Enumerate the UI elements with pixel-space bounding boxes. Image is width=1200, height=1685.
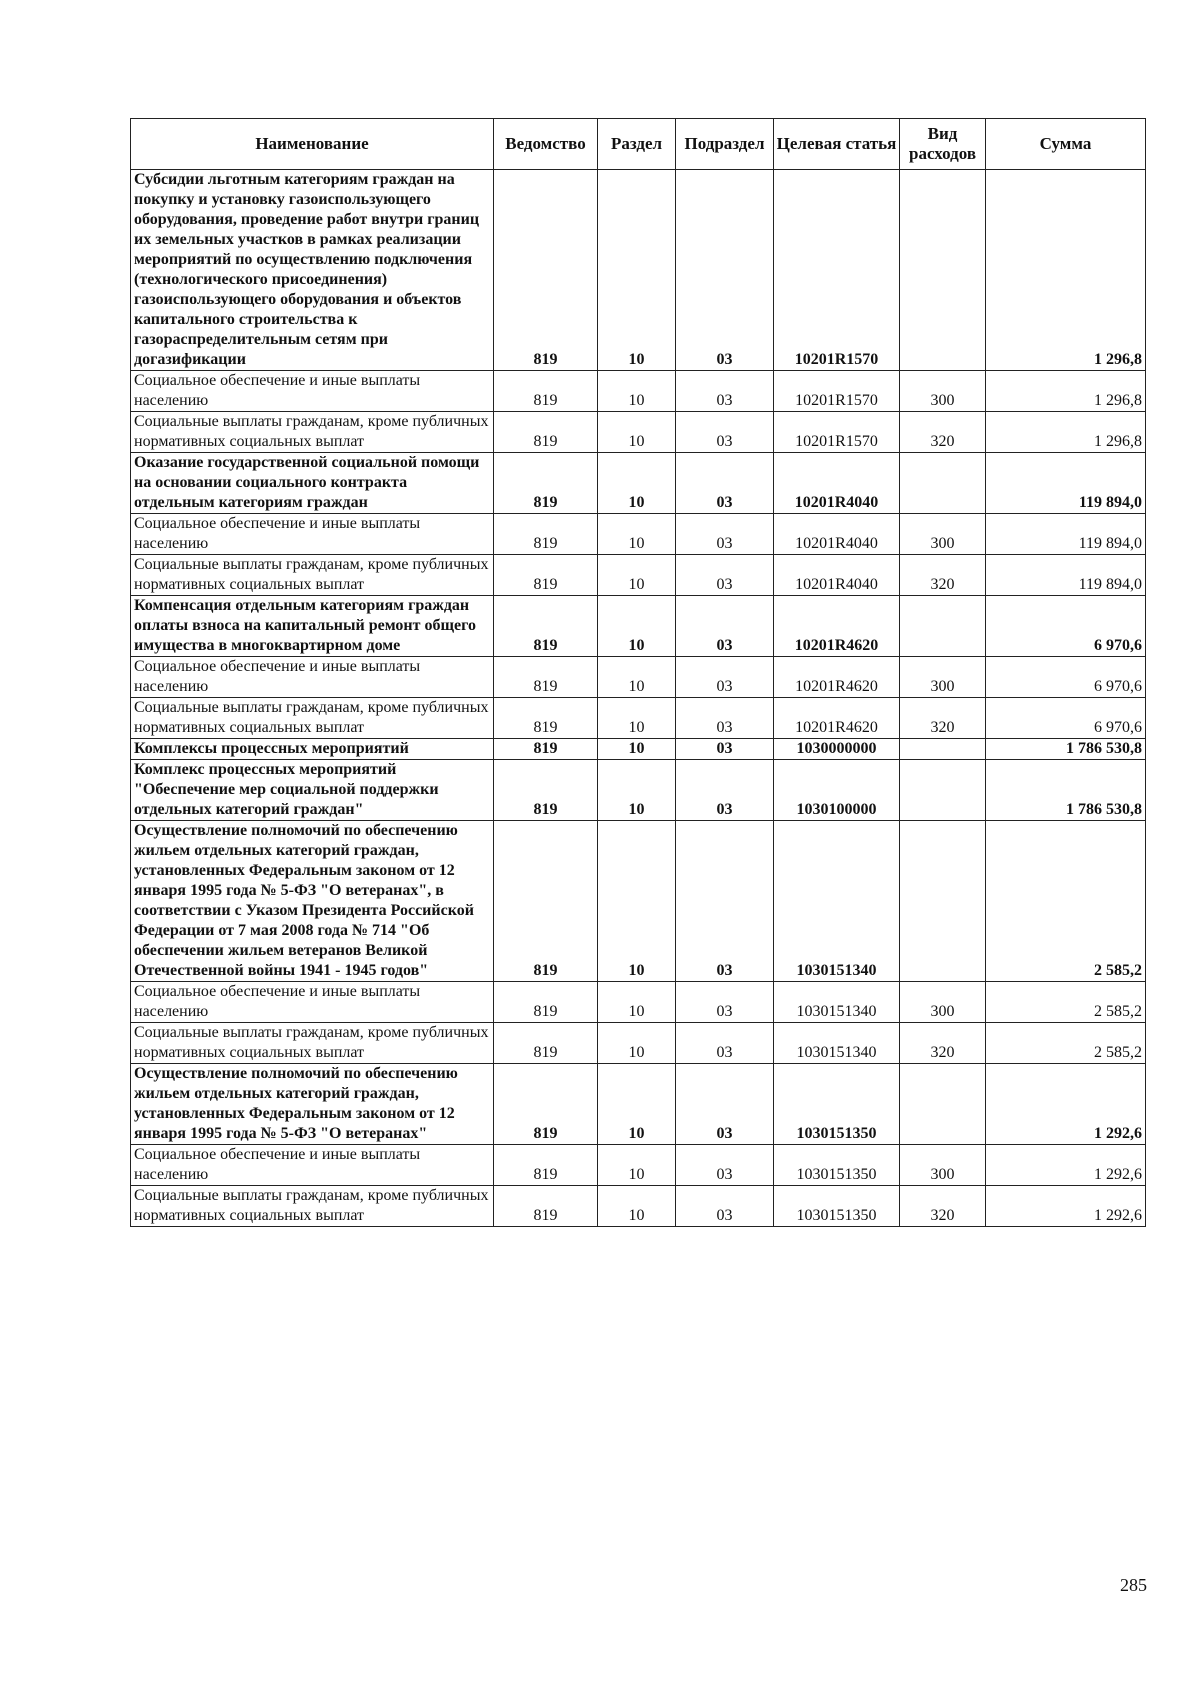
row-subsection: 03	[676, 657, 774, 698]
row-name: Оказание государственной социальной помощи на основании социального контракта отдельным категориям граждан	[131, 453, 494, 514]
row-department: 819	[494, 821, 598, 982]
row-expense-type: 300	[900, 514, 986, 555]
row-section: 10	[598, 1145, 676, 1186]
header-expense-type: Вид расходов	[900, 119, 986, 170]
row-target-article: 1030151340	[774, 1023, 900, 1064]
row-amount: 1 786 530,8	[986, 739, 1146, 760]
row-department: 819	[494, 739, 598, 760]
row-subsection: 03	[676, 453, 774, 514]
row-amount: 2 585,2	[986, 982, 1146, 1023]
row-subsection: 03	[676, 1145, 774, 1186]
header-subsection: Подраздел	[676, 119, 774, 170]
row-name: Социальное обеспечение и иные выплаты населению	[131, 371, 494, 412]
row-name: Осуществление полномочий по обеспечению жильем отдельных категорий граждан, установленных Федеральным законом от 12 января 1995 года № 5-ФЗ "О ветеранах", в соответствии с Указом Президента Российской Федерации от 7 мая 2008 года № 714 "Об обеспечении жильем ветеранов Великой Отечественной войны 1941 - 1945 годов"	[131, 821, 494, 982]
table-row	[131, 514, 1146, 555]
row-department: 819	[494, 453, 598, 514]
row-name: Социальные выплаты гражданам, кроме публичных нормативных социальных выплат	[131, 412, 494, 453]
row-name: Комплексы процессных мероприятий	[131, 739, 494, 760]
row-department: 819	[494, 1023, 598, 1064]
row-expense-type	[900, 453, 986, 514]
row-subsection: 03	[676, 739, 774, 760]
row-target-article: 1030151340	[774, 982, 900, 1023]
table-row	[131, 453, 1146, 514]
row-amount: 1 292,6	[986, 1064, 1146, 1145]
row-department: 819	[494, 760, 598, 821]
row-section: 10	[598, 982, 676, 1023]
row-name: Социальное обеспечение и иные выплаты населению	[131, 657, 494, 698]
row-section: 10	[598, 1023, 676, 1064]
row-expense-type	[900, 739, 986, 760]
row-expense-type	[900, 170, 986, 371]
row-department: 819	[494, 698, 598, 739]
row-name: Социальные выплаты гражданам, кроме публичных нормативных социальных выплат	[131, 1186, 494, 1227]
row-name: Социальное обеспечение и иные выплаты населению	[131, 514, 494, 555]
row-department: 819	[494, 514, 598, 555]
row-section: 10	[598, 371, 676, 412]
header-target-article: Целевая статья	[774, 119, 900, 170]
row-expense-type: 300	[900, 1145, 986, 1186]
row-target-article: 10201R4620	[774, 596, 900, 657]
header-department: Ведомство	[494, 119, 598, 170]
row-amount: 119 894,0	[986, 453, 1146, 514]
row-section: 10	[598, 412, 676, 453]
row-section: 10	[598, 760, 676, 821]
table-row	[131, 412, 1146, 453]
row-department: 819	[494, 1064, 598, 1145]
row-name: Социальные выплаты гражданам, кроме публичных нормативных социальных выплат	[131, 698, 494, 739]
row-amount: 119 894,0	[986, 555, 1146, 596]
header-amount: Сумма	[986, 119, 1146, 170]
table-row	[131, 1145, 1146, 1186]
row-amount: 2 585,2	[986, 821, 1146, 982]
row-subsection: 03	[676, 982, 774, 1023]
row-subsection: 03	[676, 371, 774, 412]
row-section: 10	[598, 1186, 676, 1227]
row-department: 819	[494, 1186, 598, 1227]
row-target-article: 10201R4040	[774, 453, 900, 514]
row-department: 819	[494, 555, 598, 596]
row-expense-type: 320	[900, 698, 986, 739]
row-amount: 1 786 530,8	[986, 760, 1146, 821]
table-row	[131, 596, 1146, 657]
row-amount: 1 292,6	[986, 1145, 1146, 1186]
table-header	[131, 119, 1146, 170]
row-amount: 6 970,6	[986, 596, 1146, 657]
row-name: Социальные выплаты гражданам, кроме публичных нормативных социальных выплат	[131, 555, 494, 596]
budget-table	[130, 118, 1146, 1227]
row-target-article: 10201R1570	[774, 412, 900, 453]
table-row	[131, 760, 1146, 821]
page-number: 285	[1120, 1575, 1147, 1595]
row-expense-type: 320	[900, 1023, 986, 1064]
row-amount: 2 585,2	[986, 1023, 1146, 1064]
row-subsection: 03	[676, 1186, 774, 1227]
row-name: Компенсация отдельным категориям граждан оплаты взноса на капитальный ремонт общего имущества в многоквартирном доме	[131, 596, 494, 657]
row-expense-type	[900, 760, 986, 821]
row-target-article: 1030100000	[774, 760, 900, 821]
row-expense-type: 300	[900, 982, 986, 1023]
table-body	[131, 170, 1146, 1227]
row-amount: 6 970,6	[986, 698, 1146, 739]
row-name: Субсидии льготным категориям граждан на покупку и установку газоиспользующего оборудования, проведение работ внутри границ их земельных участков в рамках реализации мероприятий по осуществлению подключения (технологического присоединения) газоиспользующего оборудования и объектов капитального строительства к газораспределительным сетям при догазификации	[131, 170, 494, 371]
row-department: 819	[494, 657, 598, 698]
row-amount: 1 296,8	[986, 170, 1146, 371]
row-section: 10	[598, 1064, 676, 1145]
table-row	[131, 698, 1146, 739]
row-target-article: 10201R1570	[774, 170, 900, 371]
row-target-article: 1030000000	[774, 739, 900, 760]
row-section: 10	[598, 596, 676, 657]
row-subsection: 03	[676, 170, 774, 371]
row-name: Социальные выплаты гражданам, кроме публичных нормативных социальных выплат	[131, 1023, 494, 1064]
table-row	[131, 982, 1146, 1023]
row-target-article: 1030151340	[774, 821, 900, 982]
row-amount: 1 292,6	[986, 1186, 1146, 1227]
row-target-article: 10201R1570	[774, 371, 900, 412]
row-name: Комплекс процессных мероприятий "Обеспечение мер социальной поддержки отдельных категорий граждан"	[131, 760, 494, 821]
table-row	[131, 1186, 1146, 1227]
table-row	[131, 821, 1146, 982]
row-section: 10	[598, 514, 676, 555]
row-subsection: 03	[676, 760, 774, 821]
row-subsection: 03	[676, 596, 774, 657]
table-row	[131, 555, 1146, 596]
row-target-article: 10201R4040	[774, 514, 900, 555]
row-amount: 1 296,8	[986, 371, 1146, 412]
row-expense-type	[900, 596, 986, 657]
row-target-article: 1030151350	[774, 1064, 900, 1145]
row-section: 10	[598, 698, 676, 739]
row-target-article: 10201R4620	[774, 698, 900, 739]
row-amount: 1 296,8	[986, 412, 1146, 453]
row-name: Социальное обеспечение и иные выплаты населению	[131, 1145, 494, 1186]
row-section: 10	[598, 555, 676, 596]
row-department: 819	[494, 596, 598, 657]
table-row	[131, 657, 1146, 698]
row-subsection: 03	[676, 555, 774, 596]
table-row	[131, 170, 1146, 371]
row-department: 819	[494, 170, 598, 371]
row-expense-type: 300	[900, 657, 986, 698]
row-expense-type	[900, 821, 986, 982]
row-subsection: 03	[676, 1064, 774, 1145]
row-expense-type: 300	[900, 371, 986, 412]
row-section: 10	[598, 453, 676, 514]
header-section: Раздел	[598, 119, 676, 170]
row-target-article: 10201R4620	[774, 657, 900, 698]
row-expense-type: 320	[900, 412, 986, 453]
row-target-article: 1030151350	[774, 1145, 900, 1186]
row-amount: 119 894,0	[986, 514, 1146, 555]
row-section: 10	[598, 821, 676, 982]
table-row	[131, 1023, 1146, 1064]
row-subsection: 03	[676, 821, 774, 982]
row-department: 819	[494, 412, 598, 453]
row-section: 10	[598, 739, 676, 760]
row-name: Осуществление полномочий по обеспечению жильем отдельных категорий граждан, установленных Федеральным законом от 12 января 1995 года № 5-ФЗ "О ветеранах"	[131, 1064, 494, 1145]
row-name: Социальное обеспечение и иные выплаты населению	[131, 982, 494, 1023]
header-row	[131, 119, 1146, 170]
row-subsection: 03	[676, 412, 774, 453]
row-subsection: 03	[676, 698, 774, 739]
row-section: 10	[598, 657, 676, 698]
row-target-article: 10201R4040	[774, 555, 900, 596]
row-department: 819	[494, 371, 598, 412]
row-department: 819	[494, 1145, 598, 1186]
row-section: 10	[598, 170, 676, 371]
row-target-article: 1030151350	[774, 1186, 900, 1227]
row-subsection: 03	[676, 1023, 774, 1064]
table-row	[131, 1064, 1146, 1145]
table-row	[131, 371, 1146, 412]
header-name: Наименование	[131, 119, 494, 170]
row-department: 819	[494, 982, 598, 1023]
table-row	[131, 739, 1146, 760]
row-expense-type: 320	[900, 1186, 986, 1227]
row-amount: 6 970,6	[986, 657, 1146, 698]
row-subsection: 03	[676, 514, 774, 555]
row-expense-type: 320	[900, 555, 986, 596]
row-expense-type	[900, 1064, 986, 1145]
